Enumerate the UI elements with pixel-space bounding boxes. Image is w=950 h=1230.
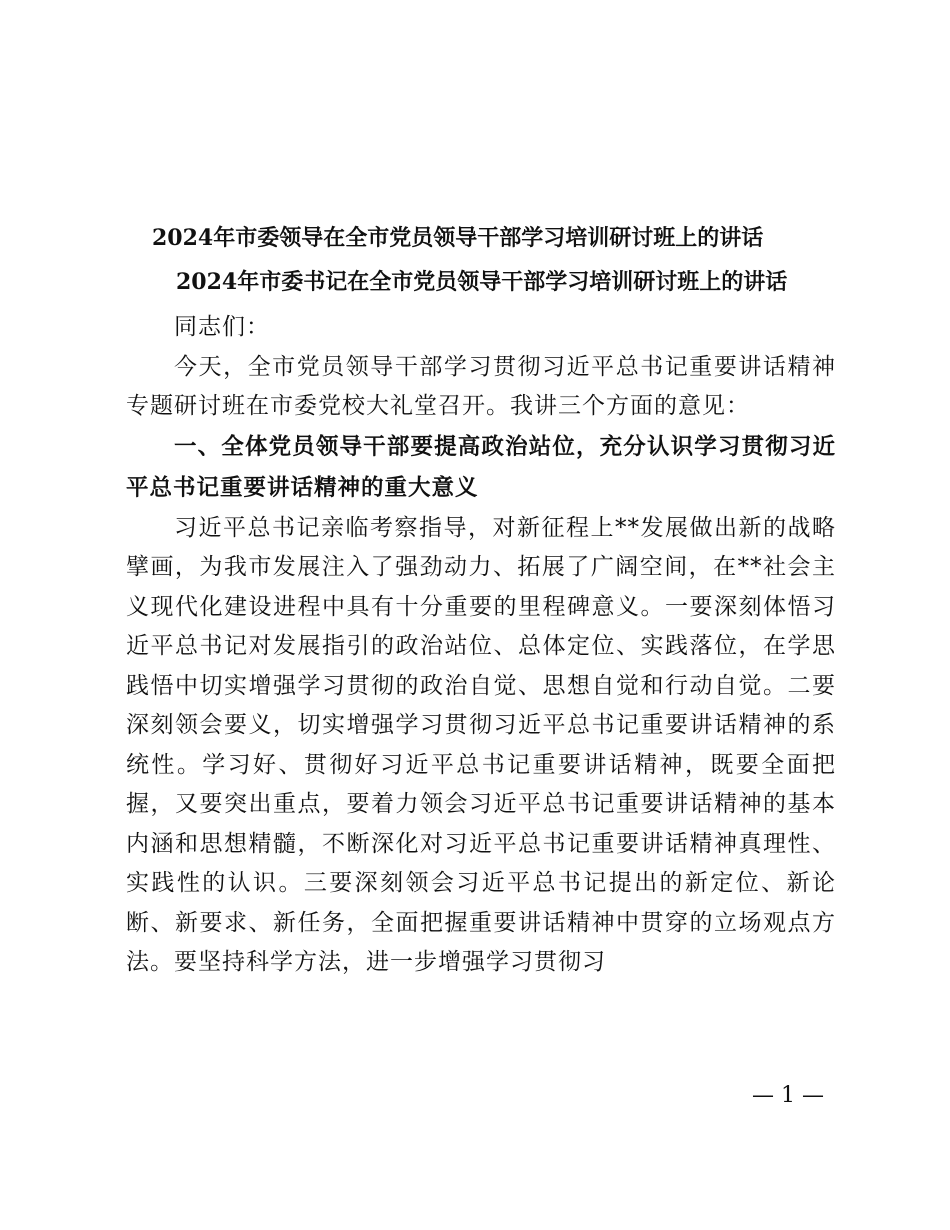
salutation: 同志们： bbox=[174, 314, 270, 340]
document-title: 2024年市委领导在全市党员领导干部学习培训研讨班上的讲话 bbox=[152, 225, 764, 251]
section-paragraph-1: 习近平总书记亲临考察指导，对新征程上**发展做出新的战略擘画，为我市发展注入了强劲动力、拓展了广阔空间，在**社会主义现代化建设进程中具有十分重要的里程碑意义。一要深刻体悟习近平总书记对发展指引的政治站位、总体定位、实践落位，在学思践悟中切实增强学习贯彻的政治自觉、思想自觉和行动自觉。二要深刻领会要义，切实增强学习贯彻习近平总书记重要讲话精神的系统性。学习好、贯彻好习近平总书记重要讲话精神，既要全面把握，又要突出重点，要着力领会习近平总书记重要讲话精神的基本内涵和思想精髓，不断深化对习近平总书记重要讲话精神真理性、实践性的认识。三要深刻领会习近平总书记提出的新定位、新论断、新要求、新任务，全面把握重要讲话精神中贯穿的立场观点方法。要坚持科学方法，进一步增强学习贯彻习 bbox=[126, 514, 836, 975]
intro-paragraph: 今天，全市党员领导干部学习贯彻习近平总书记重要讲话精神专题研讨班在市委党校大礼堂召开。我讲三个方面的意见： bbox=[126, 353, 836, 419]
page-number: — 1 — bbox=[752, 1083, 824, 1108]
document-body bbox=[126, 308, 836, 983]
section-heading-1: 一、全体党员领导干部要提高政治站位，充分认识学习贯彻习近平总书记重要讲话精神的重大意义 bbox=[126, 433, 836, 501]
document-subtitle: 2024年市委书记在全市党员领导干部学习培训研讨班上的讲话 bbox=[176, 269, 788, 295]
